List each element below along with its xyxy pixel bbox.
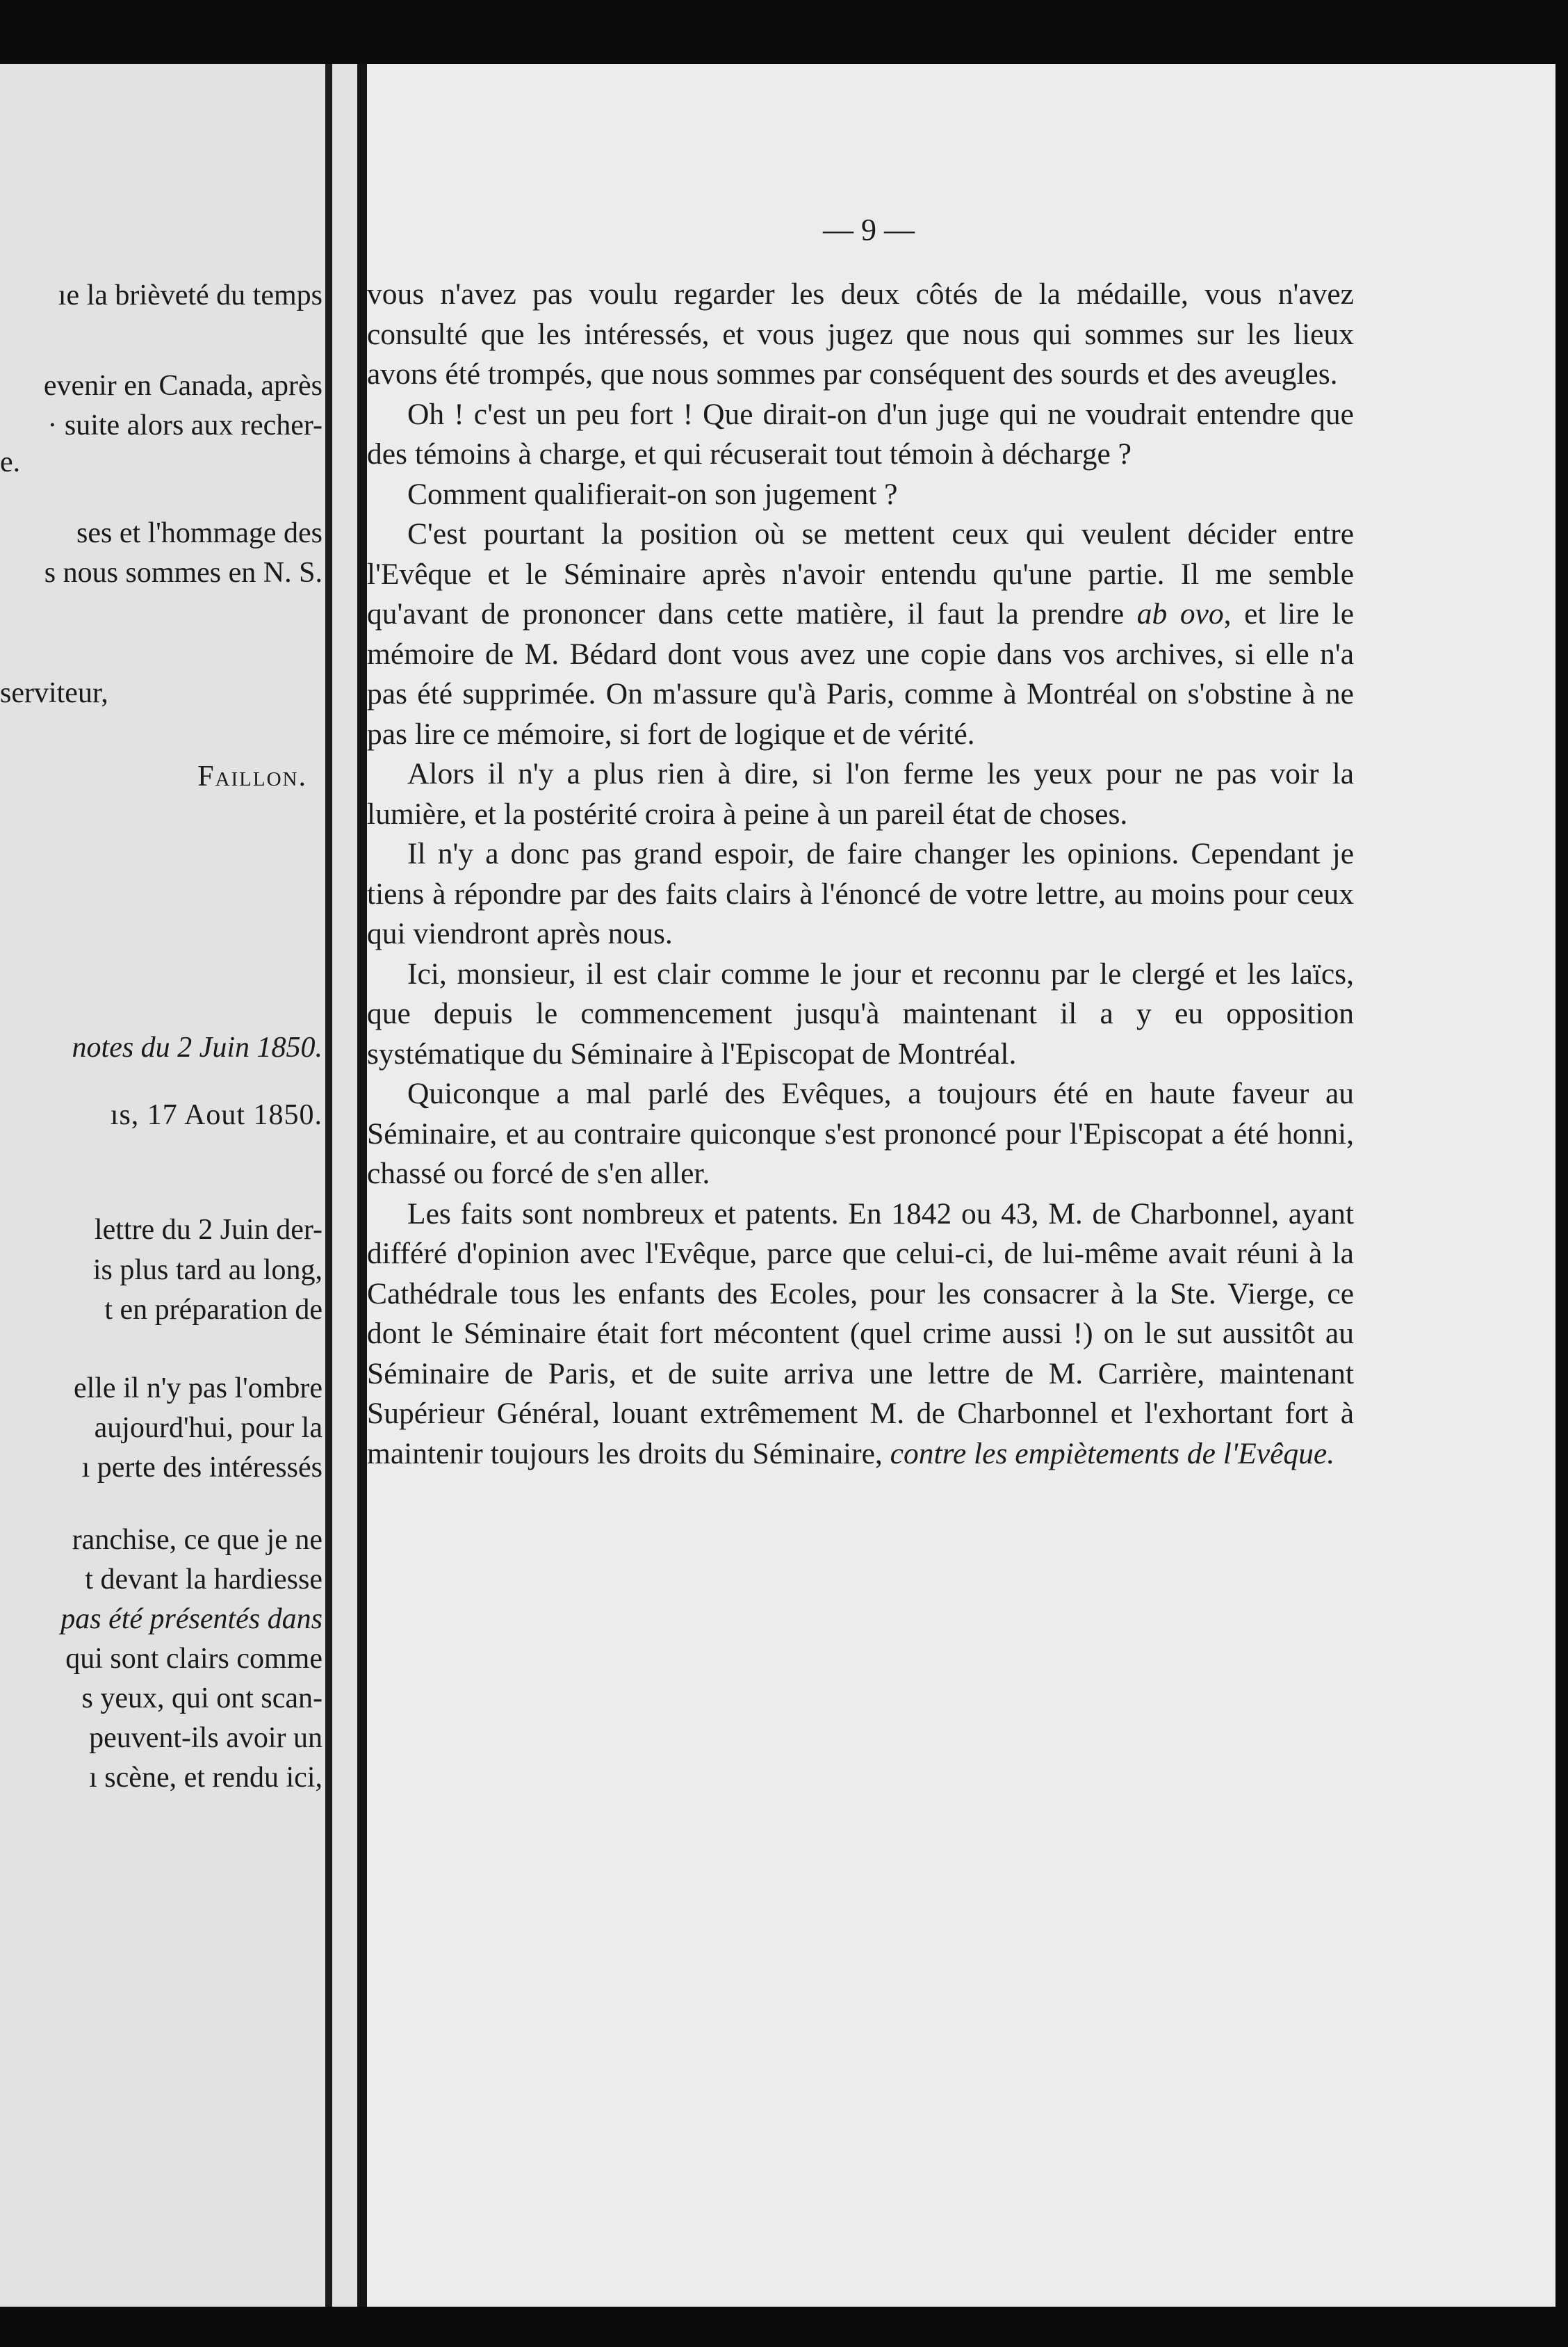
- left-line: ı perte des intéressés: [81, 1452, 322, 1484]
- paragraph: vous n'avez pas voulu regarder les deux côtés de la médaille, vous n'avez consulté que les intéressés, et vous jugez que nous qui sommes sur les lieux avons été trompés, que nous sommes par conséquent des sourds et des aveugles.: [367, 277, 1354, 391]
- page-body: [367, 275, 1354, 1474]
- paragraph-text: C'est pourtant la position où se mettent ceux qui veulent décider entre l'Evêque et le Séminaire après n'avoir entendu qu'une partie. Il me semble qu'avant de prononcer dans cette matière, il faut la prendre: [367, 517, 1354, 631]
- italic-quote: contre les empiètements de l'Evêque.: [890, 1436, 1335, 1470]
- left-line: is plus tard au long,: [92, 1254, 322, 1286]
- left-line: peuvent-ils avoir un: [89, 1722, 322, 1754]
- left-line: · suite alors aux recher-: [47, 409, 322, 441]
- page-gutter-edge: [357, 64, 367, 2307]
- left-line: qui sont clairs comme: [65, 1643, 322, 1675]
- paragraph: Il n'y a donc pas grand espoir, de faire changer les opinions. Cependant je tiens à répondre par des faits clairs à l'énoncé de votre lettre, au moins pour ceux qui viendront après nous.: [367, 837, 1354, 950]
- paragraph: Oh ! c'est un peu fort ! Que dirait-on d'un juge qui ne voudrait entendre que des témoins à charge, et qui récuserait tout témoin à décharge ?: [367, 397, 1354, 471]
- scan-border-bottom: [0, 2307, 1568, 2347]
- page-gutter-shadow: [325, 64, 332, 2307]
- paragraph: Comment qualifierait-on son jugement ?: [407, 477, 898, 511]
- left-page-fragment: [0, 64, 363, 2307]
- paragraph: Ici, monsieur, il est clair comme le jour et reconnu par le clergé et les laïcs, que depuis le commencement jusqu'à maintenant il a y eu opposition systématique du Séminaire à l'Episcopat de Montréal.: [367, 957, 1354, 1071]
- left-line: ıe la brièveté du temps: [58, 279, 322, 311]
- left-line: ı scène, et rendu ici,: [89, 1762, 322, 1794]
- scan-border-right: [1555, 0, 1568, 2347]
- paragraph: [367, 1194, 1354, 1475]
- left-line: evenir en Canada, après: [43, 370, 322, 402]
- left-line: ses et l'hommage des: [76, 517, 322, 549]
- left-line: t devant la hardiesse: [85, 1564, 322, 1595]
- signature-name: Faillon.: [197, 761, 307, 793]
- left-line: pas été présentés dans: [60, 1603, 322, 1635]
- paragraph: Alors il n'y a plus rien à dire, si l'on ferme les yeux pour ne pas voir la lumière, et la postérité croira à peine à un pareil état de choses.: [367, 757, 1354, 831]
- paragraph-text: , et lire le mémoire de M. Bédard dont vous avez une copie dans vos archives, si elle n'a pas été supprimée. On m'assure qu'à Paris, comme à Montréal on s'obstine à ne pas lire ce mémoire, si fort de logique et de vérité.: [367, 597, 1355, 751]
- left-line: s yeux, qui ont scan-: [81, 1682, 322, 1714]
- left-line: ıs, 17 Aout 1850.: [110, 1099, 322, 1131]
- scan-border-top: [0, 0, 1568, 64]
- left-line: lettre du 2 Juin der-: [94, 1214, 322, 1246]
- paragraph: [367, 514, 1354, 754]
- page-number: — 9 —: [823, 213, 915, 247]
- latin-phrase: ab ovo: [1136, 597, 1224, 631]
- paragraph-text: Les faits sont nombreux et patents. En 1842 ou 43, M. de Charbonnel, ayant différé d'opinion avec l'Evêque, parce que celui-ci, de lui-même avait réuni à la Cathédrale tous les enfants des Ecoles, pour les consacrer à la Ste. Vierge, ce dont le Séminaire était fort mécontent (quel crime aussi !) on le sut aussitôt au Séminaire de Paris, et de suite arriva une lettre de M. Carrière, maintenant Supérieur Général, louant extrêmement M. de Charbonnel et l'exhortant fort à maintenir toujours les droits du Séminaire,: [367, 1196, 1354, 1470]
- left-line: t en préparation de: [104, 1294, 322, 1326]
- left-line: serviteur,: [0, 677, 108, 709]
- left-line: e.: [0, 446, 21, 478]
- left-line: aujourd'hui, pour la: [94, 1412, 322, 1444]
- paragraph: Quiconque a mal parlé des Evêques, a toujours été en haute faveur au Séminaire, et au contraire quiconque s'est prononcé pour l'Episcopat a été honni, chassé ou forcé de s'en aller.: [367, 1077, 1354, 1190]
- left-line: elle il n'y pas l'ombre: [73, 1372, 322, 1404]
- left-line: ranchise, ce que je ne: [72, 1524, 322, 1556]
- left-line: s nous sommes en N. S.: [44, 557, 322, 589]
- left-line: notes du 2 Juin 1850.: [72, 1032, 322, 1064]
